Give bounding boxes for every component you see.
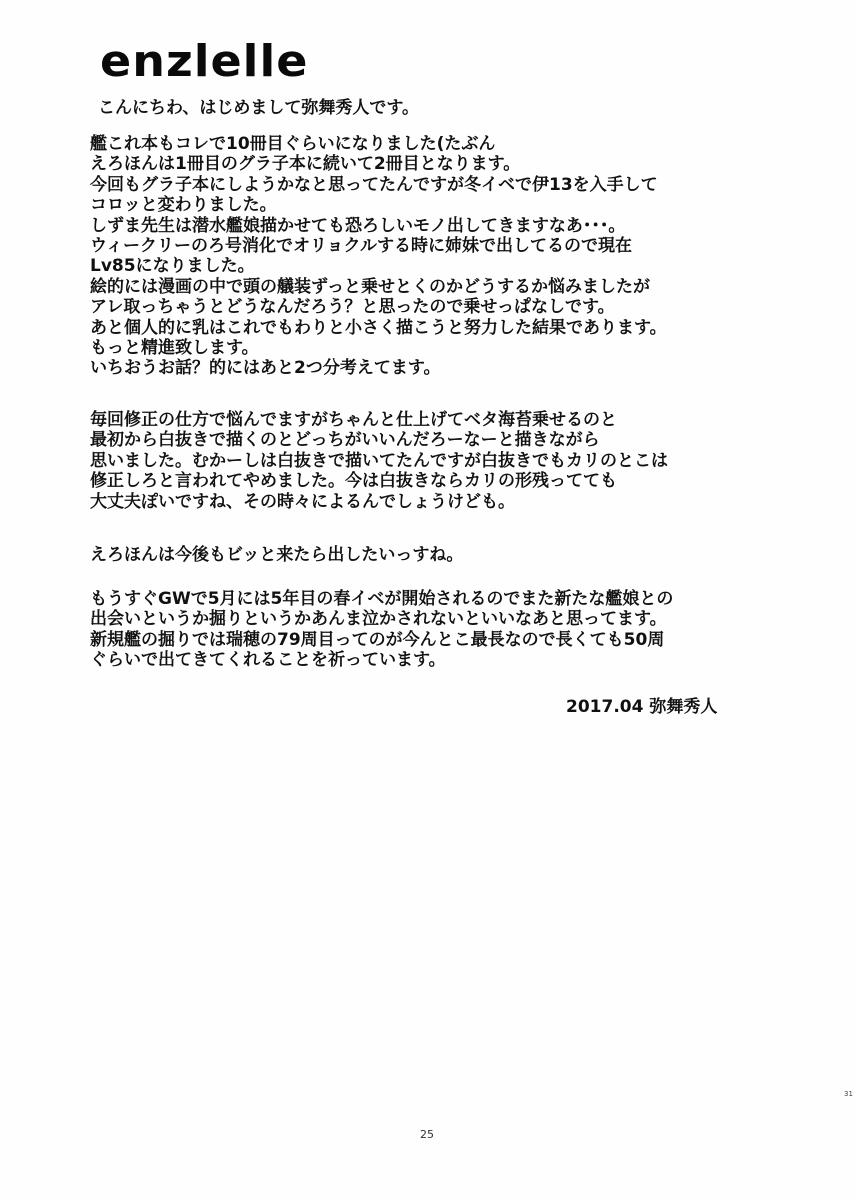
text-line: もっと精進致します。	[90, 338, 259, 359]
text-line: いちおうお話？的にはあと2つ分考えてます。	[90, 358, 441, 379]
text-line: えろほんは1冊目のグラ子本に続いて2冊目となります。	[90, 154, 521, 175]
text-line: 出会いというか掘りというかあんま泣かされないといいなあと思ってます。	[90, 609, 667, 630]
text-line: もうすぐGWで5月には5年目の春イベが開始されるのでまた新たな艦娘との	[90, 589, 674, 609]
text-line: Lv85になりました。	[90, 256, 255, 277]
text-line: 毎回修正の仕方で悩んでますがちゃんと仕上げてベタ海苔乗せるのと	[90, 410, 617, 430]
text-line: えろほんは今後もビッと来たら出したいっすね。	[90, 545, 464, 565]
text-line: 大丈夫ぽいですね、その時々によるんでしょうけども。	[90, 491, 515, 512]
text-line: 修正しろと言われてやめました。今は白抜きならカリの形残ってても	[90, 471, 617, 492]
text-line: あと個人的に乳はこれでもわりと小さく描こうと努力した結果であります。	[90, 317, 667, 338]
text-line: 今回もグラ子本にしようかなと思ってたんですが冬イベで伊13を入手して	[90, 174, 658, 195]
greeting-line: こんにちわ、はじめまして弥舞秀人です。	[98, 98, 419, 118]
text-line: しずま先生は潜水艦娘描かせても恐ろしいモノ出してきますなあ･･･。	[90, 215, 626, 236]
text-line: 思いました。むかーしは白抜きで描いてたんですが白抜きでもカリのとこは	[90, 450, 668, 471]
text-line: ウィークリーのろ号消化でオリョクルする時に姉妹で出してるので現在	[90, 236, 632, 257]
paragraph-3	[90, 545, 463, 565]
circle-logo: enzlelle	[100, 35, 309, 87]
paragraph-1	[90, 134, 667, 379]
paragraph-2	[90, 410, 668, 512]
text-line: アレ取っちゃうとどうなんだろう？と思ったので乗せっぱなしです。	[90, 297, 615, 318]
edge-mark: 31	[844, 1090, 853, 1098]
paragraph-4	[90, 589, 673, 671]
page-number: 25	[420, 1128, 434, 1141]
text-line: ぐらいで出てきてくれることを祈っています。	[90, 650, 446, 671]
text-line: コロッと変わりました。	[90, 195, 277, 216]
text-line: 最初から白抜きで描くのとどっちがいいんだろーなーと描きながら	[90, 430, 600, 451]
text-line: 新規艦の掘りでは瑞穂の79周目ってのが今んとこ最長なので長くても50周	[90, 629, 665, 650]
text-line: 艦これ本もコレで10冊目ぐらいになりました(たぶん	[90, 134, 496, 154]
signature: 2017.04 弥舞秀人	[566, 697, 718, 717]
text-line: 絵的には漫画の中で頭の艤装ずっと乗せとくのかどうするか悩みましたが	[90, 276, 650, 297]
